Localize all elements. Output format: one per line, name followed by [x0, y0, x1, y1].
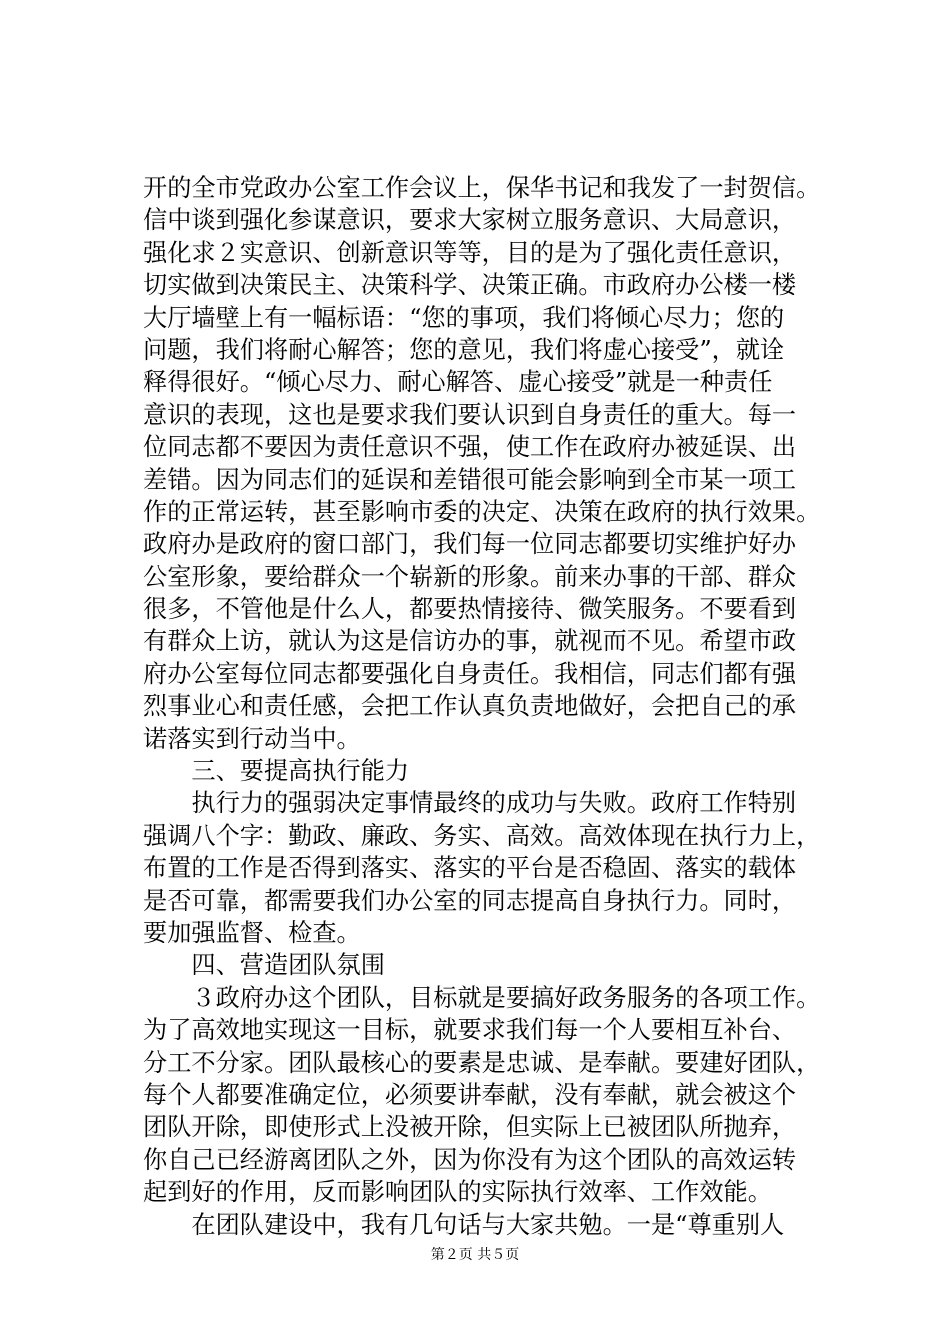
text-line: 切实做到决策民主、决策科学、决策正确。市政府办公楼一楼 [143, 271, 797, 300]
text-line: 是否可靠，都需要我们办公室的同志提高自身执行力。同时， [143, 886, 797, 915]
body-text [143, 172, 843, 1241]
text-line: 为了高效地实现这一目标，就要求我们每一个人要相互补台、 [143, 1016, 797, 1045]
text-line: 起到好的作用，反而影响团队的实际执行效率、工作效能。 [143, 1178, 772, 1207]
text-line: 大厅墙壁上有一幅标语：“您的事项，我们将倾心尽力；您的 [143, 303, 785, 332]
text-line: 位同志都不要因为责任意识不强，使工作在政府办被延误、出 [143, 433, 797, 462]
text-line: 有群众上访，就认为这是信访办的事，就视而不见。希望市政 [143, 627, 797, 656]
text-line: 公室形象，要给群众一个崭新的形象。前来办事的干部、群众 [143, 562, 797, 591]
text-line: 信中谈到强化参谋意识，要求大家树立服务意识、大局意识， [143, 206, 797, 235]
text-line: 府办公室每位同志都要强化自身责任。我相信，同志们都有强 [143, 659, 797, 688]
text-line: 每个人都要准确定位，必须要讲奉献，没有奉献，就会被这个 [143, 1080, 797, 1109]
text-line: 问题，我们将耐心解答；您的意见，我们将虚心接受”，就诠 [143, 335, 785, 364]
text-line: 差错。因为同志们的延误和差错很可能会影响到全市某一项工 [143, 465, 797, 494]
text-line: 诺落实到行动当中。 [143, 724, 361, 753]
text-line: 四、营造团队氛围 [143, 951, 385, 980]
text-line: 执行力的强弱决定事情最终的成功与失败。政府工作特别 [143, 789, 797, 818]
text-line: ３政府办这个团队，目标就是要搞好政务服务的各项工作。 [143, 983, 821, 1012]
text-line: 在团队建设中，我有几句话与大家共勉。一是“尊重别人 [143, 1210, 785, 1239]
text-line: 团队开除，即使形式上没被开除，但实际上已被团队所抛弃， [143, 1113, 797, 1142]
text-line: 布置的工作是否得到落实、落实的平台是否稳固、落实的载体 [143, 854, 797, 883]
text-line: 意识的表现，这也是要求我们要认识到自身责任的重大。每一 [143, 400, 797, 429]
text-line: 作的正常运转，甚至影响市委的决定、决策在政府的执行效果。 [143, 497, 821, 526]
text-line: 三、要提高执行能力 [143, 757, 410, 786]
text-line: 政府办是政府的窗口部门，我们每一位同志都要切实维护好办 [143, 530, 797, 559]
text-line: 释得很好。“倾心尽力、耐心解答、虚心接受”就是一种责任 [143, 368, 773, 397]
text-line: 你自己已经游离团队之外，因为你没有为这个团队的高效运转 [143, 1145, 797, 1174]
text-line: 要加强监督、检查。 [143, 918, 361, 947]
page-footer: 第２页 共５页 [430, 1247, 520, 1263]
text-line: 烈事业心和责任感，会把工作认真负责地做好，会把自己的承 [143, 692, 797, 721]
text-line: 强调八个字：勤政、廉政、务实、高效。高效体现在执行力上， [143, 821, 821, 850]
text-line: 开的全市党政办公室工作会议上，保华书记和我发了一封贺信。 [143, 174, 821, 202]
text-line: 分工不分家。团队最核心的要素是忠诚、是奉献。要建好团队， [143, 1048, 821, 1077]
text-line: 很多，不管他是什么人，都要热情接待、微笑服务。不要看到 [143, 595, 797, 624]
text-line: 强化求２实意识、创新意识等等，目的是为了强化责任意识， [143, 238, 797, 267]
